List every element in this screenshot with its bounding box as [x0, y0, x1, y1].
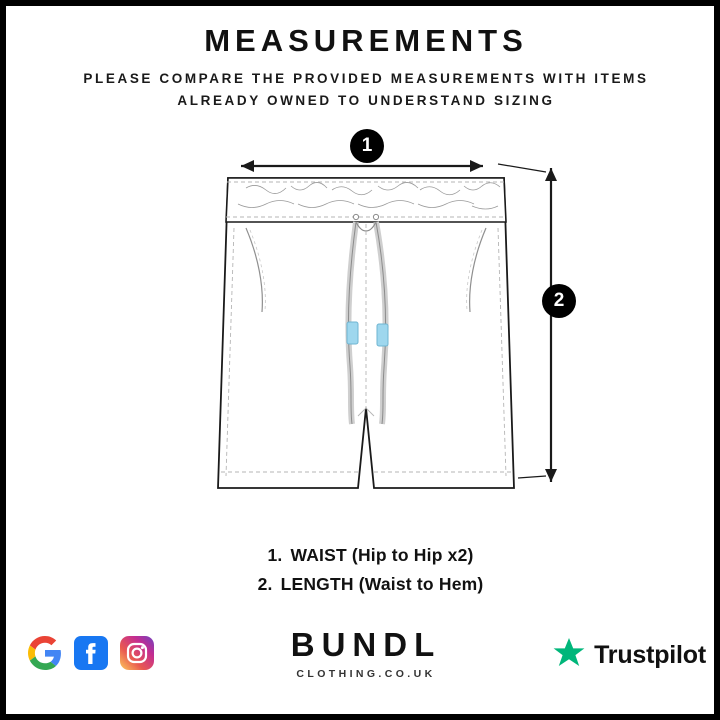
legend-item-length: [6, 570, 720, 599]
legend-number: 1.: [267, 545, 283, 565]
trustpilot-star-icon: [552, 636, 586, 675]
trustpilot-label: Trustpilot: [594, 641, 706, 669]
legend-item-waist: [6, 541, 720, 570]
brand-domain: CLOTHING.CO.UK: [296, 668, 436, 680]
page-subtitle: PLEASE COMPARE THE PROVIDED MEASUREMENTS WITH ITEMS ALREADY OWNED TO UNDERSTAND SIZING: [83, 71, 649, 109]
garment-diagram: [6, 116, 720, 526]
waistband: [226, 178, 506, 222]
trustpilot-logo[interactable]: [552, 636, 706, 675]
page-title: MEASUREMENTS: [204, 23, 528, 58]
badge-length: 2: [542, 284, 576, 318]
shorts-technical-drawing: [6, 116, 720, 526]
footer: [6, 610, 720, 700]
badge-waist: 1: [350, 129, 384, 163]
brand-name: BUNDL: [290, 626, 442, 663]
legend-number: 2.: [257, 573, 273, 594]
legend-label: WAIST (Hip to Hip x2): [290, 545, 474, 565]
legend: [6, 541, 720, 599]
legend-label: LENGTH (Waist to Hem): [280, 573, 484, 594]
header: [6, 24, 720, 113]
